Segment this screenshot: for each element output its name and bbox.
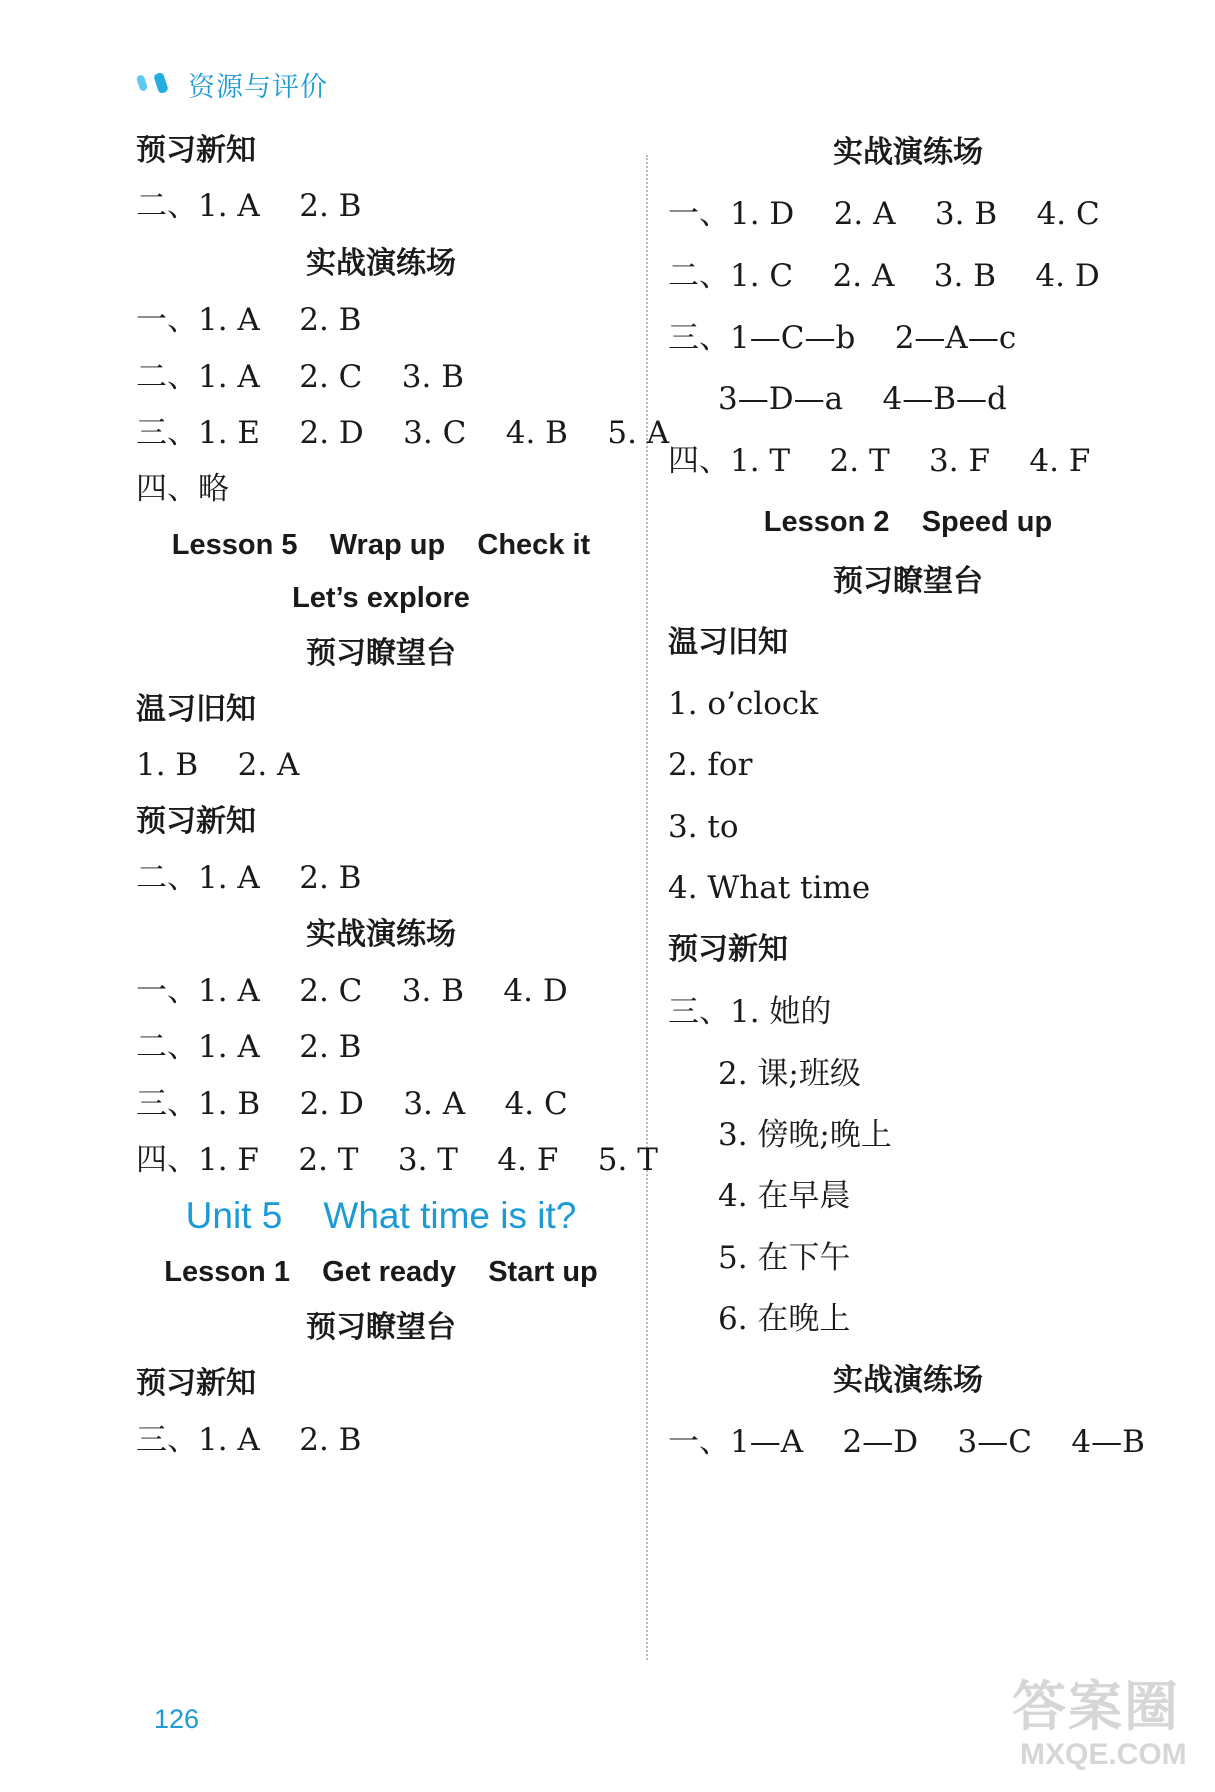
section-heading: 实战演练场 (833, 135, 983, 170)
answer-line: 4. 在早晨 (718, 1178, 851, 1214)
answer-line: 三、1—C—b 2—A—c (668, 320, 1017, 356)
unit-title: Unit 5 What time is it? (185, 1195, 577, 1236)
answer-line: 一、1. A 2. C 3. B 4. D (136, 973, 568, 1009)
answer-line: 一、1. D 2. A 3. B 4. C (668, 196, 1100, 232)
answer-line: 6. 在晚上 (718, 1301, 851, 1337)
section-heading: 预习新知 (136, 1366, 256, 1401)
answer-line: 3. to (668, 809, 739, 845)
section-heading: 预习新知 (136, 133, 256, 168)
section-heading: 预习新知 (136, 804, 256, 839)
lesson-subtitle: Let’s explore (292, 582, 470, 614)
answer-line: 1. B 2. A (136, 747, 300, 783)
answer-line: 三、1. B 2. D 3. A 4. C (136, 1086, 568, 1122)
section-heading: 实战演练场 (833, 1363, 983, 1398)
answer-line: 4. What time (668, 870, 871, 906)
answer-line: 二、1. A 2. B (136, 188, 362, 224)
page-header (136, 62, 328, 106)
section-heading: 实战演练场 (306, 917, 456, 952)
answer-line: 2. 课;班级 (718, 1056, 861, 1092)
column-divider (646, 155, 648, 1660)
answer-line: 2. for (668, 747, 753, 783)
answer-line: 3. 傍晚;晚上 (718, 1117, 892, 1153)
answer-line: 四、略 (136, 471, 229, 507)
answer-line: 二、1. A 2. B (136, 1029, 362, 1065)
header-title: 资源与评价 (188, 71, 328, 103)
lesson-title: Lesson 1 Get ready Start up (164, 1256, 598, 1288)
answer-line: 三、1. E 2. D 3. C 4. B 5. A (136, 415, 670, 451)
answer-line: 二、1. A 2. C 3. B (136, 359, 465, 395)
answer-line: 3—D—a 4—B—d (718, 381, 1007, 417)
header-logo-mark (136, 69, 182, 99)
answer-line: 三、1. A 2. B (136, 1422, 362, 1458)
lesson-title: Lesson 2 Speed up (763, 506, 1053, 538)
watermark-logo: 答案圈 MXQE.COM (1012, 1675, 1187, 1771)
page-number: 126 (154, 1704, 200, 1734)
answer-line: 一、1. A 2. B (136, 302, 362, 338)
answer-line: 一、1—A 2—D 3—C 4—B (668, 1424, 1145, 1460)
answer-line: 三、1. 她的 (668, 994, 832, 1030)
answer-line: 四、1. T 2. T 3. F 4. F (668, 443, 1091, 479)
section-heading: 预习瞭望台 (833, 564, 983, 599)
section-heading: 温习旧知 (136, 692, 256, 727)
section-heading: 预习瞭望台 (306, 1310, 456, 1345)
answer-line: 四、1. F 2. T 3. T 4. F 5. T (136, 1142, 658, 1178)
section-heading: 温习旧知 (668, 625, 788, 660)
answer-line: 二、1. C 2. A 3. B 4. D (668, 258, 1100, 294)
section-heading: 实战演练场 (306, 246, 456, 281)
answer-line: 1. o’clock (668, 686, 819, 722)
answer-line: 二、1. A 2. B (136, 860, 362, 896)
section-heading: 预习新知 (668, 932, 788, 967)
section-heading: 预习瞭望台 (306, 636, 456, 671)
answer-line: 5. 在下午 (718, 1240, 851, 1276)
lesson-title: Lesson 5 Wrap up Check it (171, 529, 591, 561)
